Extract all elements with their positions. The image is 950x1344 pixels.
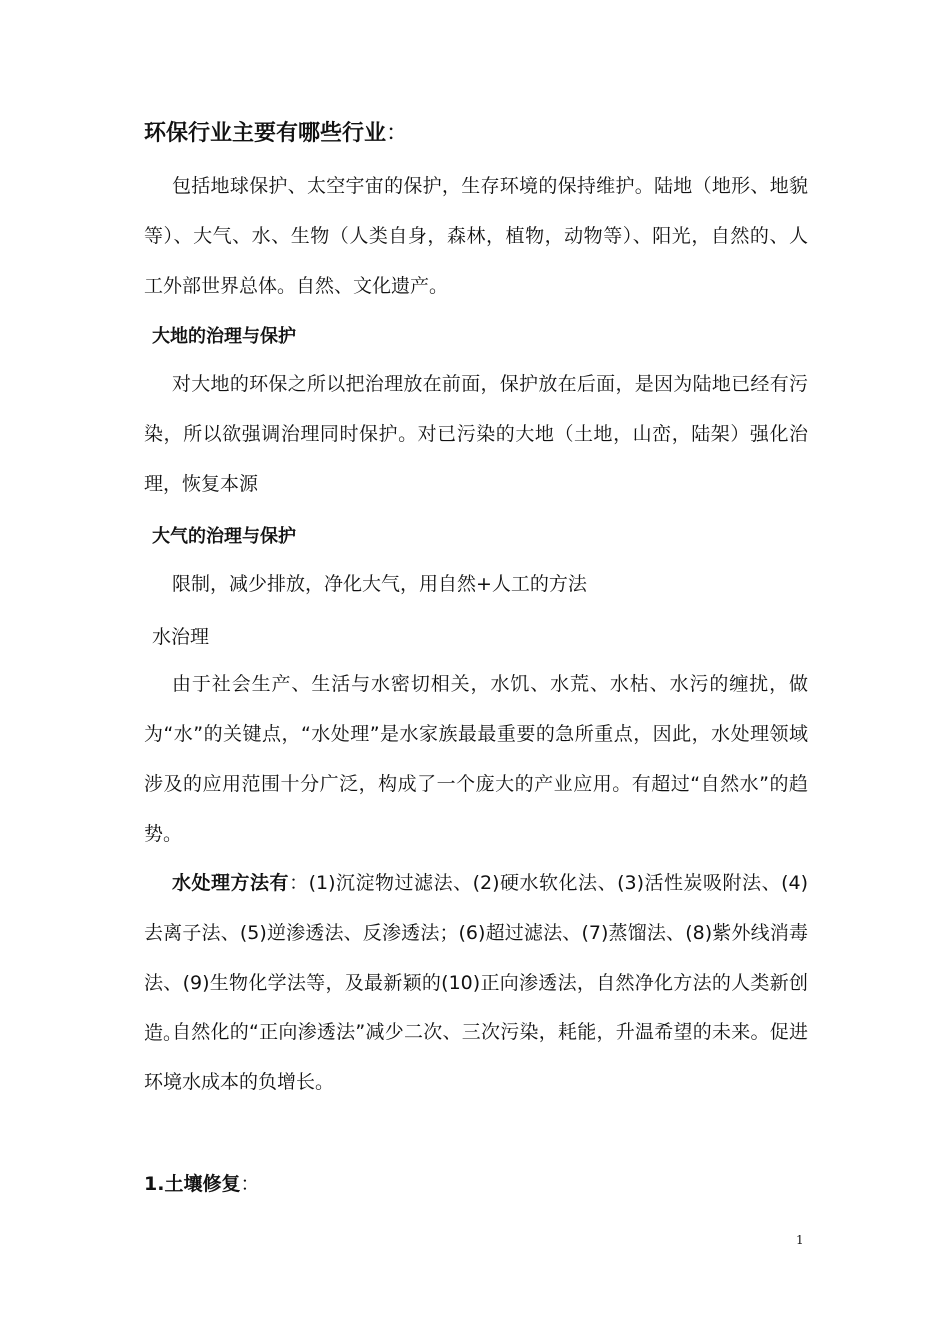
water-methods-label: 水处理方法有 bbox=[172, 872, 290, 894]
air-paragraph: 限制，减少排放，净化大气，用自然+人工的方法 bbox=[172, 573, 587, 595]
water-heading: 水治理 bbox=[152, 626, 210, 648]
air-heading: 大气的治理与保护 bbox=[152, 526, 296, 547]
soil-heading-colon: ： bbox=[240, 1173, 260, 1195]
page-title bbox=[144, 116, 808, 147]
page-title-text: 环保行业主要有哪些行业 bbox=[144, 121, 387, 146]
water-methods-text: ：(1)沉淀物过滤法、(2)硬水软化法、(3)活性炭吸附法、(4)去离子法、(5)逆渗透法、反渗透法；(6)超过滤法、(7)蒸馏法、(8)紫外线消毒法、(9)生物化学法等，及最新颖的(10)正向渗透法，自然净化方法的人类新创造。 bbox=[144, 872, 808, 1044]
land-paragraph: 对大地的环保之所以把治理放在前面，保护放在后面，是因为陆地已经有污染，所以欲强调治理同时保护。对已污染的大地（土地，山峦，陆架）强化治理，恢复本源 bbox=[144, 373, 808, 495]
intro-paragraph: 包括地球保护、太空宇宙的保护，生存环境的保持维护。陆地（地形、地貌等）、大气、水、生物（人类自身，森林，植物，动物等）、阳光，自然的、人工外部世界总体。自然、文化遗产。 bbox=[144, 175, 808, 297]
page-number: 1 bbox=[796, 1233, 804, 1247]
soil-heading-text: 1.土壤修复 bbox=[144, 1173, 241, 1195]
water-conclusion-paragraph: 自然化的“正向渗透法”减少二次、三次污染，耗能，升温希望的未来。促进环境水成本的负增长。 bbox=[144, 1021, 808, 1093]
page-title-colon: ： bbox=[386, 121, 409, 146]
water-paragraph: 由于社会生产、生活与水密切相关，水饥、水荒、水枯、水污的缠扰，做为“水”的关键点，“水处理”是水家族最最重要的急所重点，因此，水处理领域涉及的应用范围十分广泛，构成了一个庞大的产业应用。有超过“自然水”的趋势。 bbox=[144, 673, 808, 845]
land-heading: 大地的治理与保护 bbox=[152, 326, 296, 347]
soil-heading bbox=[144, 1169, 808, 1196]
